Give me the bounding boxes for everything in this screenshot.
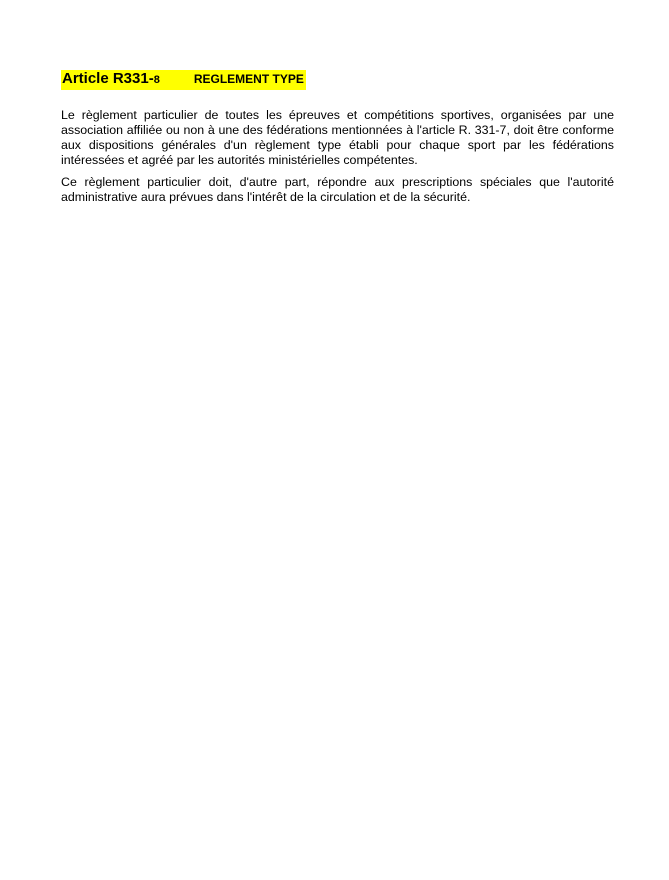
- article-suffix: 8: [153, 74, 160, 86]
- article-title: REGLEMENT TYPE: [193, 72, 304, 86]
- article-label: Article R331-: [62, 70, 154, 87]
- paragraph-1: Le règlement particulier de toutes les épreuves et compétitions sportives, organisées par une association affiliée ou non à une des fédérations mentionnées à l'article R. 331-7, doit être conforme aux dispositions générales d'un règlement type établi pour chaque sport par les fédérations intéressées et agréé par les autorités ministérielles compétentes.: [61, 108, 614, 167]
- paragraph-2: Ce règlement particulier doit, d'autre part, répondre aux prescriptions spéciales que l'autorité administrative aura prévues dans l'intérêt de la circulation et de la sécurité.: [61, 175, 614, 204]
- document-page: [61, 70, 614, 212]
- article-body: [61, 108, 614, 205]
- article-heading: [61, 70, 306, 90]
